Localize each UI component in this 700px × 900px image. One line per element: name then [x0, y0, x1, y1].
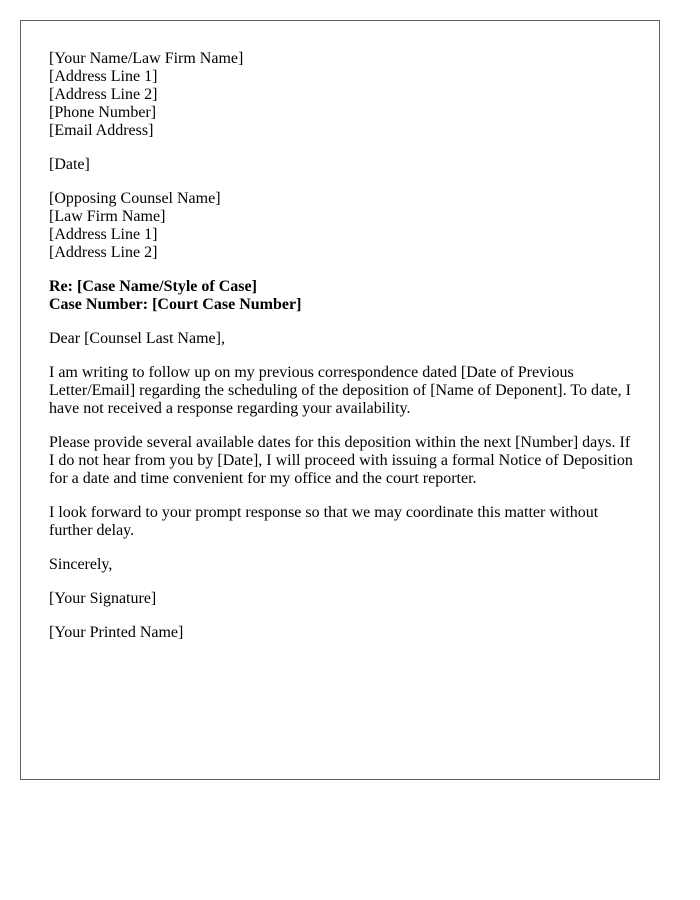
salutation: Dear [Counsel Last Name],	[49, 330, 225, 347]
paragraph-line: Letter/Email] regarding the scheduling of the deposition of [Name of Deponent]. To date, I	[49, 382, 631, 399]
sender-email: [Email Address]	[49, 122, 154, 139]
signature: [Your Signature]	[49, 590, 157, 607]
closing-block	[49, 556, 639, 574]
printed-name: [Your Printed Name]	[49, 624, 184, 641]
recipient-name: [Opposing Counsel Name]	[49, 190, 221, 207]
body-paragraph-1	[49, 364, 639, 418]
sender-phone: [Phone Number]	[49, 104, 157, 121]
closing: Sincerely,	[49, 556, 113, 573]
signature-block	[49, 590, 639, 608]
paragraph-line: I am writing to follow up on my previous correspondence dated [Date of Previous	[49, 364, 574, 381]
recipient-address-line-2: [Address Line 2]	[49, 244, 158, 261]
letter-date: [Date]	[49, 156, 90, 173]
recipient-address-line-1: [Address Line 1]	[49, 226, 158, 243]
body-paragraph-3	[49, 504, 639, 540]
sender-address-line-2: [Address Line 2]	[49, 86, 158, 103]
subject-case-number: Case Number: [Court Case Number]	[49, 296, 302, 313]
salutation-block	[49, 330, 639, 348]
paragraph-line: have not received a response regarding your availability.	[49, 400, 411, 417]
recipient-block	[49, 190, 639, 262]
subject-re: Re: [Case Name/Style of Case]	[49, 278, 257, 295]
recipient-firm: [Law Firm Name]	[49, 208, 166, 225]
letter-content	[49, 50, 639, 658]
paragraph-line: Please provide several available dates for this deposition within the next [Number] days. If	[49, 434, 631, 451]
paragraph-line: for a date and time convenient for my office and the court reporter.	[49, 470, 477, 487]
printed-name-block	[49, 624, 639, 642]
date-block	[49, 156, 639, 174]
sender-block	[49, 50, 639, 140]
sender-name: [Your Name/Law Firm Name]	[49, 50, 244, 67]
subject-block	[49, 278, 639, 314]
paragraph-line: further delay.	[49, 522, 135, 539]
sender-address-line-1: [Address Line 1]	[49, 68, 158, 85]
letter-page	[20, 20, 660, 780]
body-paragraph-2	[49, 434, 639, 488]
paragraph-line: I look forward to your prompt response so that we may coordinate this matter without	[49, 504, 599, 521]
paragraph-line: I do not hear from you by [Date], I will proceed with issuing a formal Notice of Deposition	[49, 452, 633, 469]
